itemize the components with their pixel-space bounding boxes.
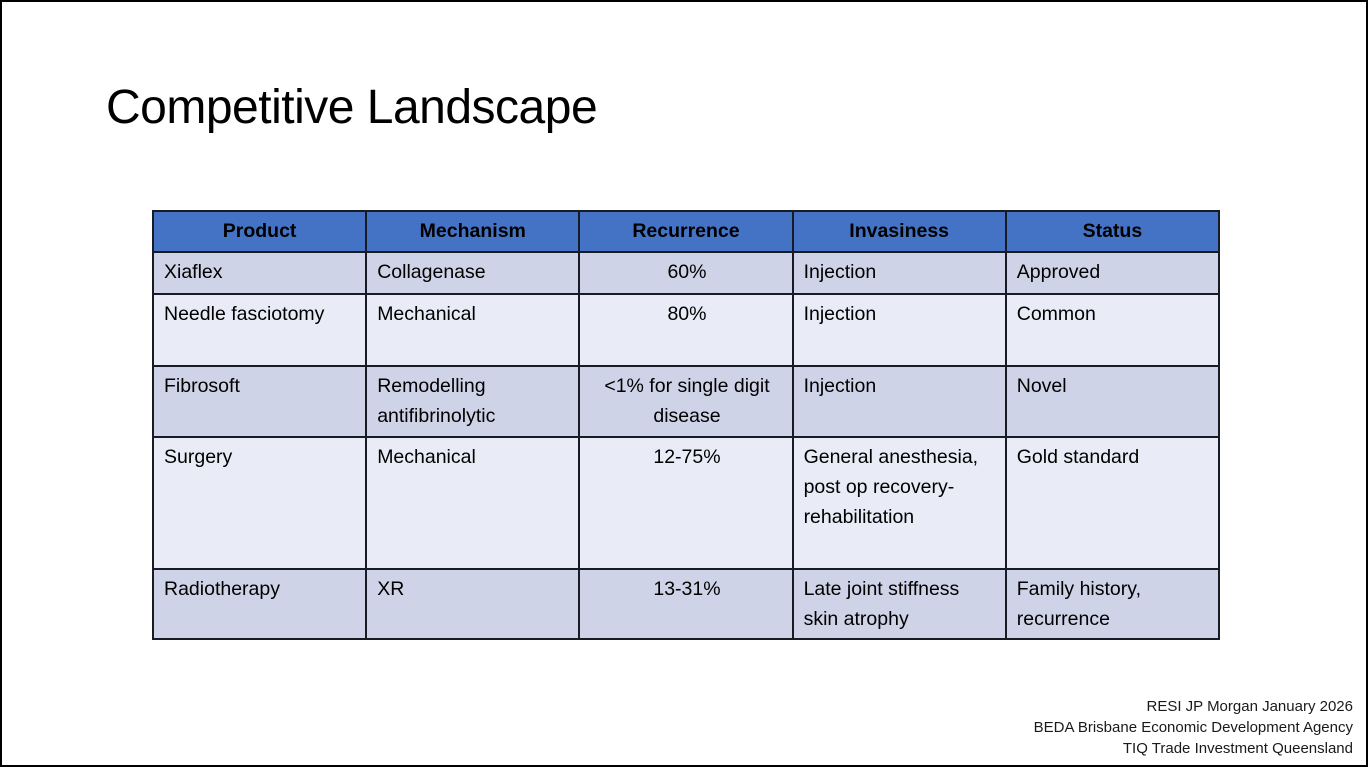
column-header-recurrence: Recurrence [579, 211, 792, 252]
footer-line-tiq: TIQ Trade Investment Queensland [1122, 740, 1353, 757]
table-row [153, 366, 1219, 437]
footer-line-beda: BEDA Brisbane Economic Development Agency [1033, 719, 1353, 736]
cell-status: Gold standard [1006, 437, 1219, 569]
slide-footer [1034, 696, 1353, 759]
cell-status: Family history, recurrence [1006, 569, 1219, 639]
cell-status: Novel [1006, 366, 1219, 437]
footer-line-source: RESI JP Morgan January 2026 [1146, 698, 1353, 715]
cell-invasiness: Late joint stiffness skin atrophy [793, 569, 1006, 639]
table-row [153, 569, 1219, 639]
cell-mechanism: Mechanical [366, 437, 579, 569]
cell-invasiness: Injection [793, 294, 1006, 366]
cell-invasiness: General anesthesia, post op recovery-rehabilitation [793, 437, 1006, 569]
table-header-row [153, 211, 1219, 252]
cell-recurrence: 12-75% [579, 437, 792, 569]
column-header-invasiness: Invasiness [793, 211, 1006, 252]
cell-recurrence: 80% [579, 294, 792, 366]
column-header-product: Product [153, 211, 366, 252]
cell-recurrence: <1% for single digit disease [579, 366, 792, 437]
cell-product: Surgery [153, 437, 366, 569]
cell-mechanism: Mechanical [366, 294, 579, 366]
cell-recurrence: 60% [579, 252, 792, 294]
table-row [153, 252, 1219, 294]
cell-invasiness: Injection [793, 252, 1006, 294]
cell-mechanism: XR [366, 569, 579, 639]
cell-mechanism: Remodelling antifibrinolytic [366, 366, 579, 437]
cell-mechanism: Collagenase [366, 252, 579, 294]
cell-product: Xiaflex [153, 252, 366, 294]
table-row [153, 437, 1219, 569]
cell-invasiness: Injection [793, 366, 1006, 437]
table-row [153, 294, 1219, 366]
cell-product: Radiotherapy [153, 569, 366, 639]
page-title: Competitive Landscape [106, 81, 598, 134]
cell-product: Fibrosoft [153, 366, 366, 437]
competitive-landscape-table [152, 210, 1220, 640]
cell-status: Common [1006, 294, 1219, 366]
cell-status: Approved [1006, 252, 1219, 294]
column-header-mechanism: Mechanism [366, 211, 579, 252]
cell-product: Needle fasciotomy [153, 294, 366, 366]
cell-recurrence: 13-31% [579, 569, 792, 639]
column-header-status: Status [1006, 211, 1219, 252]
